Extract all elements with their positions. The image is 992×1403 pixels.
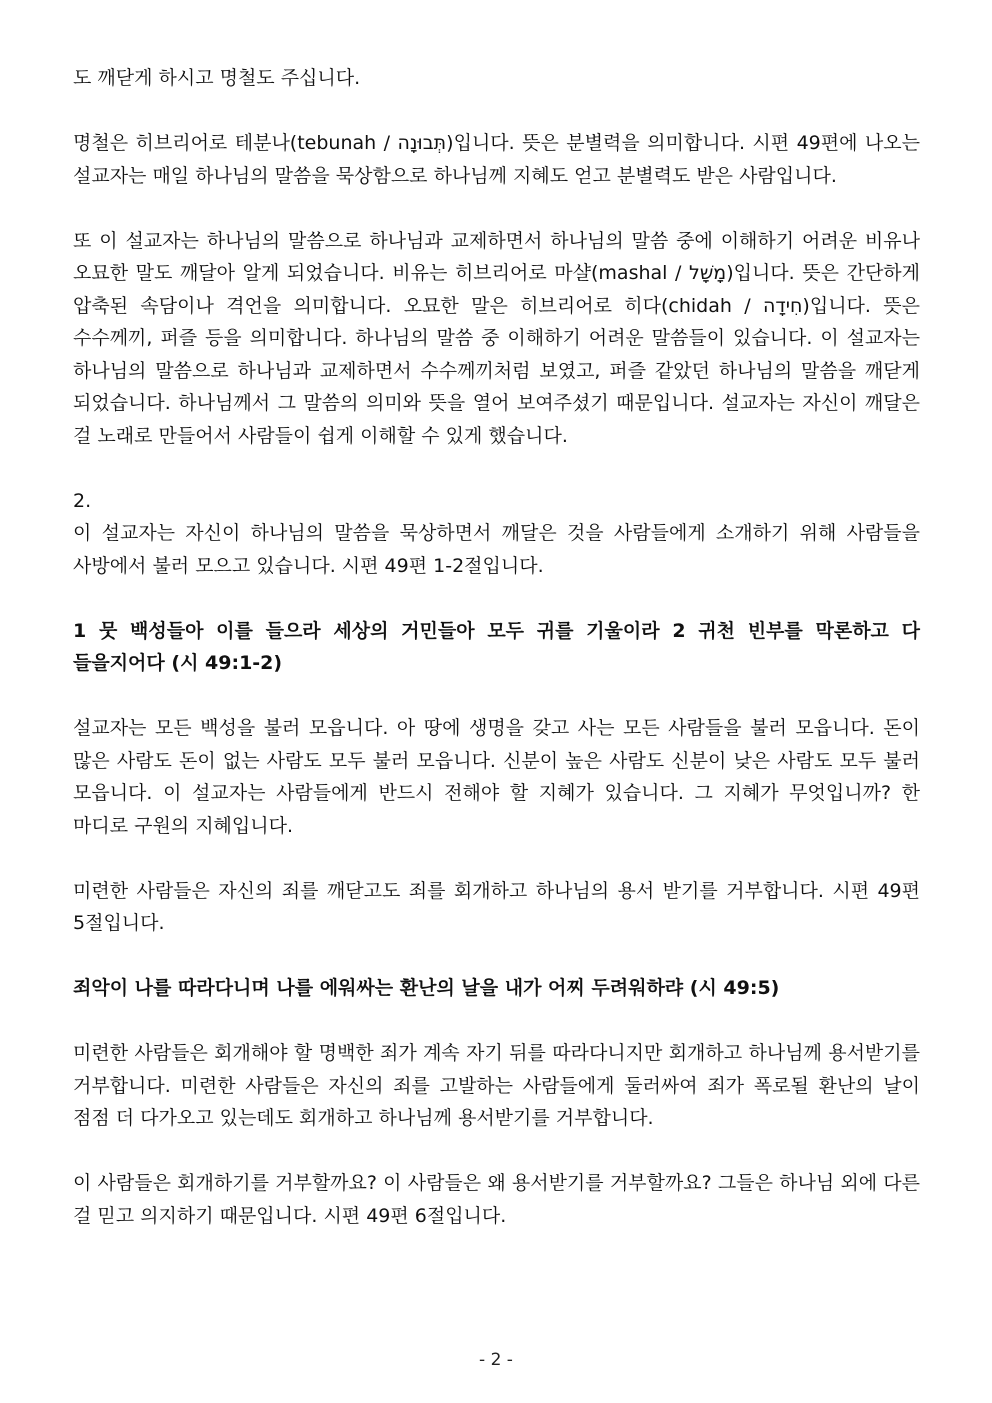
paragraph-spacer <box>73 95 920 128</box>
paragraph-spacer <box>73 940 920 973</box>
paragraph-spacer <box>73 1135 920 1168</box>
scripture-quote-psalm-49-1-2: 1 뭇 백성들아 이를 들으라 세상의 거민들아 모두 귀를 기울이라 2 귀천 빈부를 막론하고 다 들을지어다 (시 49:1-2) <box>73 619 920 674</box>
paragraph-sin-follows: 미련한 사람들은 회개해야 할 명백한 죄가 계속 자기 뒤를 따라다니지만 회개하고 하나님께 용서받기를 거부합니다. 미련한 사람들은 자신의 죄를 고발하는 사람들에게 둘러싸여 죄가 폭로될 환난의 날이 점점 더 다가오고 있는데도 회개하고 하나님께 용서받기를 거부합니다. <box>73 1042 920 1129</box>
paragraph-gathering: 이 설교자는 자신이 하나님의 말씀을 묵상하면서 깨달은 것을 사람들에게 소개하기 위해 사람들을 사방에서 불러 모으고 있습니다. 시편 49편 1-2절입니다. <box>73 522 920 577</box>
paragraph-spacer <box>73 1005 920 1038</box>
paragraph-spacer <box>73 582 920 615</box>
paragraph-why-refuse: 이 사람들은 회개하기를 거부할까요? 이 사람들은 왜 용서받기를 거부할까요? 그들은 하나님 외에 다른 걸 믿고 의지하기 때문입니다. 시편 49편 6절입니다. <box>73 1172 920 1227</box>
paragraph-tebunah: 명철은 히브리어로 테분나(tebunah / תְּבוּנָה)입니다. 뜻은 분별력을 의미합니다. 시편 49편에 나오는 설교자는 매일 하나님의 말씀을 묵상함으로 하나님께 지혜도 얻고 분별력도 받은 사람입니다. <box>73 132 920 187</box>
paragraph-foolish-refuse: 미련한 사람들은 자신의 죄를 깨닫고도 죄를 회개하고 하나님의 용서 받기를 거부합니다. 시편 49편 5절입니다. <box>73 879 920 934</box>
paragraph-spacer <box>73 680 920 713</box>
section-number: 2. <box>73 489 92 512</box>
paragraph-continuation: 도 깨닫게 하시고 명철도 주십니다. <box>73 67 361 89</box>
paragraph-mashal-chidah: 또 이 설교자는 하나님의 말씀으로 하나님과 교제하면서 하나님의 말씀 중에 이해하기 어려운 비유나 오묘한 말도 깨달아 알게 되었습니다. 비유는 히브리어로 마샬(mashal / מָשָׁל)입니다. 뜻은 간단하게 압축된 속담이나 격언을 의미합니다. 오묘한 말은 히브리어로 히다(chidah / חִידָה)입니다. 뜻은 수수께끼, 퍼즐 등을 의미합니다. 하나님의 말씀 중 이해하기 어려운 말씀들이 있습니다. 이 설교자는 하나님의 말씀으로 하나님과 교제하면서 수수께끼처럼 보였고, 퍼즐 같았던 하나님의 말씀을 깨닫게 되었습니다. 하나님께서 그 말씀의 의미와 뜻을 열어 보여주셨기 때문입니다. 설교자는 자신이 깨달은 걸 노래로 만들어서 사람들이 쉽게 이해할 수 있게 했습니다. <box>73 229 921 447</box>
page-number: - 2 - <box>479 1350 513 1370</box>
paragraph-spacer <box>73 192 920 225</box>
paragraph-all-people: 설교자는 모든 백성을 불러 모읍니다. 아 땅에 생명을 갖고 사는 모든 사람들을 불러 모읍니다. 돈이 많은 사람도 돈이 없는 사람도 모두 불러 모읍니다. 신분이 높은 사람도 신분이 낮은 사람도 모두 불러 모읍니다. 이 설교자는 사람들에게 반드시 전해야 할 지혜가 있습니다. 그 지혜가 무엇입니까? 한 마디로 구원의 지혜입니다. <box>73 717 920 837</box>
paragraph-spacer <box>73 452 920 485</box>
document-body <box>73 62 920 1232</box>
scripture-quote-psalm-49-5: 죄악이 나를 따라다니며 나를 에워싸는 환난의 날을 내가 어찌 두려워하랴 (시 49:5) <box>73 977 780 999</box>
paragraph-spacer <box>73 842 920 875</box>
